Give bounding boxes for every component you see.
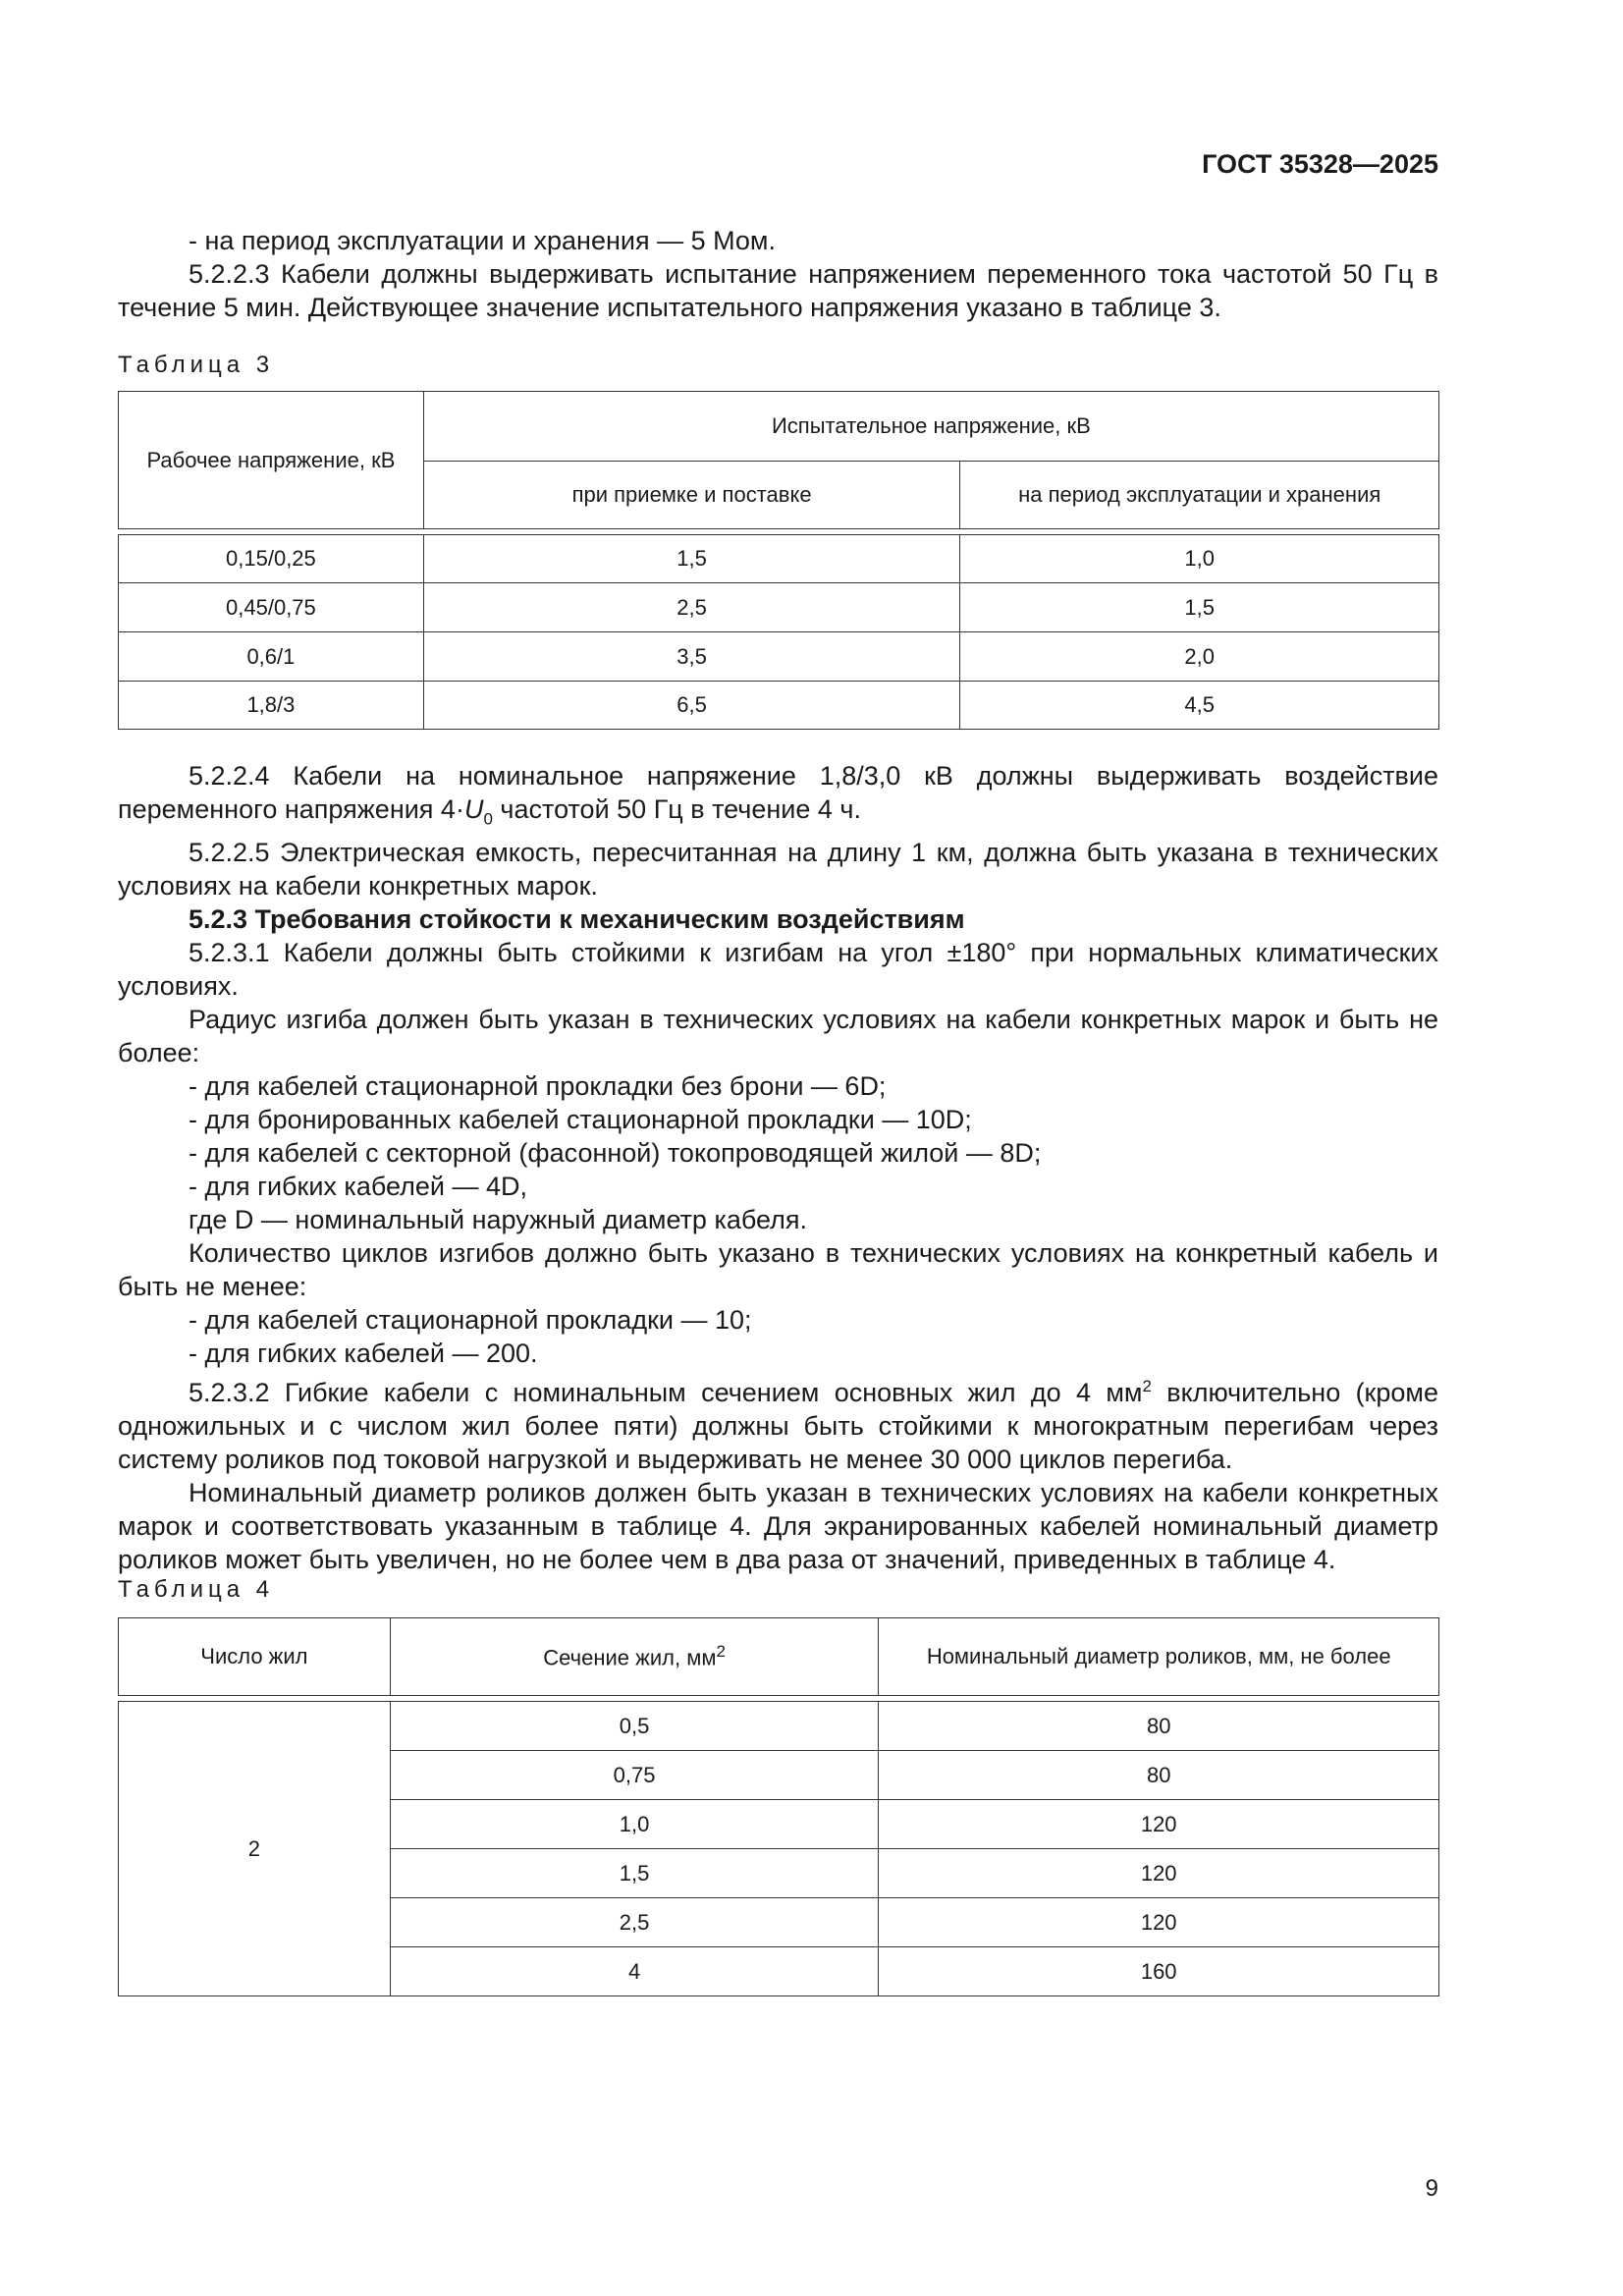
table4-cell: 80 xyxy=(879,1702,1439,1751)
cycles-intro: Количество циклов изгибов должно быть указано в технических условиях на конкретный кабель и быть не менее: xyxy=(118,1238,1438,1302)
voltage-subscript: 0 xyxy=(483,809,493,829)
table3-cell: 1,5 xyxy=(960,583,1439,632)
rollers-paragraph: Номинальный диаметр роликов должен быть указан в технических условиях на кабели конкретных марок и соответствовать указанным в таблице 4. Для экранированных кабелей номинальный диаметр роликов может быть увеличен, но не более чем в два раза от значений, приведенных в таблице 4. xyxy=(118,1478,1438,1575)
table-row xyxy=(119,632,1439,682)
table-row xyxy=(119,1702,1439,1751)
list-item: - для кабелей с секторной (фасонной) токопроводящей жилой — 8D; xyxy=(189,1138,1042,1169)
table4-caption: Таблица 4 xyxy=(118,1576,275,1603)
table-row xyxy=(119,583,1439,632)
paragraph-5-2-2-3: 5.2.2.3 Кабели должны выдерживать испытание напряжением переменного тока частотой 50 Гц в течение 5 мин. Действующее значение испытательного напряжения указано в таблице 3. xyxy=(118,259,1438,322)
paragraph-5-2-3-1: 5.2.3.1 Кабели должны быть стойкими к изгибам на угол ±180° при нормальных климатических условиях. xyxy=(118,938,1438,1002)
table4-cell: 0,75 xyxy=(390,1751,879,1800)
table3-cell: 2,0 xyxy=(960,632,1439,682)
header-text: Сечение жил, мм xyxy=(543,1645,717,1670)
table3-cell: 4,5 xyxy=(960,682,1439,730)
table3-cell: 6,5 xyxy=(423,682,960,730)
table3-cell: 1,8/3 xyxy=(119,682,424,730)
table4-cell: 80 xyxy=(879,1751,1439,1800)
main-text-block xyxy=(118,759,1438,1576)
table4-cell: 0,5 xyxy=(390,1702,879,1751)
table3-cell: 3,5 xyxy=(423,632,960,682)
list-item: - на период эксплуатации и хранения — 5 Мом. xyxy=(189,226,776,255)
table4-col3-header: Номинальный диаметр роликов, мм, не более xyxy=(879,1618,1439,1696)
paragraph-part: 5.2.3.2 Гибкие кабели с номинальным сечением основных жил до 4 мм xyxy=(189,1378,1143,1408)
paragraph-part: 5.2.2.4 Кабели на номинальное напряжение 1,8/3,0 кВ должны выдерживать воздействие переменного напряжения 4· xyxy=(118,761,1438,824)
table4-cell: 120 xyxy=(879,1849,1439,1898)
table4-cell: 1,5 xyxy=(390,1849,879,1898)
table4-cell: 2,5 xyxy=(390,1898,879,1947)
table-row xyxy=(119,682,1439,730)
table-row xyxy=(119,535,1439,583)
table3-group-header: Испытательное напряжение, кВ xyxy=(423,392,1438,462)
table3-cell: 0,6/1 xyxy=(119,632,424,682)
paragraph-5-2-3-2 xyxy=(118,1370,1438,1476)
table3-sub1-header: при приемке и поставке xyxy=(423,462,960,529)
table4-cores-cell: 2 xyxy=(119,1702,391,1996)
paragraph-5-2-2-5: 5.2.2.5 Электрическая емкость, пересчитанная на длину 1 км, должна быть указана в технических условиях на кабели конкретных марок. xyxy=(118,838,1438,902)
voltage-symbol: U xyxy=(463,794,484,824)
standard-header: ГОСТ 35328—2025 xyxy=(1202,149,1438,179)
table3-cell: 0,15/0,25 xyxy=(119,535,424,583)
radius-intro: Радиус изгиба должен быть указан в технических условиях на кабели конкретных марок и быть не более: xyxy=(118,1005,1438,1068)
table4-col1-header: Число жил xyxy=(119,1618,391,1696)
table3-cell: 2,5 xyxy=(423,583,960,632)
list-item: - для кабелей стационарной прокладки без брони — 6D; xyxy=(189,1071,887,1102)
list-item: - для бронированных кабелей стационарной прокладки — 10D; xyxy=(189,1105,972,1135)
table4-cell: 160 xyxy=(879,1947,1439,1996)
table4-cell: 4 xyxy=(390,1947,879,1996)
superscript: 2 xyxy=(1142,1377,1152,1396)
paragraph-part: включительно (кроме одножильных и с числом жил более пяти) должны быть стойкими к многократным перегибам через систему роликов под токовой нагрузкой и выдерживать не менее 30 000 циклов перегиба. xyxy=(118,1378,1438,1475)
table3-col1-header: Рабочее напряжение, кВ xyxy=(119,392,424,529)
table4-col2-header xyxy=(390,1618,879,1696)
list-item: - для гибких кабелей — 200. xyxy=(189,1339,538,1369)
table4-cell: 120 xyxy=(879,1800,1439,1849)
radius-note: где D — номинальный наружный диаметр кабеля. xyxy=(189,1205,808,1235)
list-item: - для кабелей стационарной прокладки — 10; xyxy=(189,1305,752,1336)
table3-sub2-header: на период эксплуатации и хранения xyxy=(960,462,1439,529)
table3-caption: Таблица 3 xyxy=(118,352,275,378)
table4-cell: 120 xyxy=(879,1898,1439,1947)
table3-cell: 1,5 xyxy=(423,535,960,583)
list-item: - для гибких кабелей — 4D, xyxy=(189,1172,527,1202)
table3 xyxy=(118,391,1439,730)
page-number: 9 xyxy=(1425,2175,1438,2202)
heading-5-2-3: 5.2.3 Требования стойкости к механическим воздействиям xyxy=(189,904,965,935)
superscript: 2 xyxy=(716,1642,726,1662)
table3-cell: 1,0 xyxy=(960,535,1439,583)
table4 xyxy=(118,1617,1439,1996)
intro-block xyxy=(118,224,1438,324)
table3-cell: 0,45/0,75 xyxy=(119,583,424,632)
paragraph-part: частотой 50 Гц в течение 4 ч. xyxy=(492,794,861,824)
paragraph-5-2-2-4 xyxy=(118,759,1438,836)
table4-cell: 1,0 xyxy=(390,1800,879,1849)
